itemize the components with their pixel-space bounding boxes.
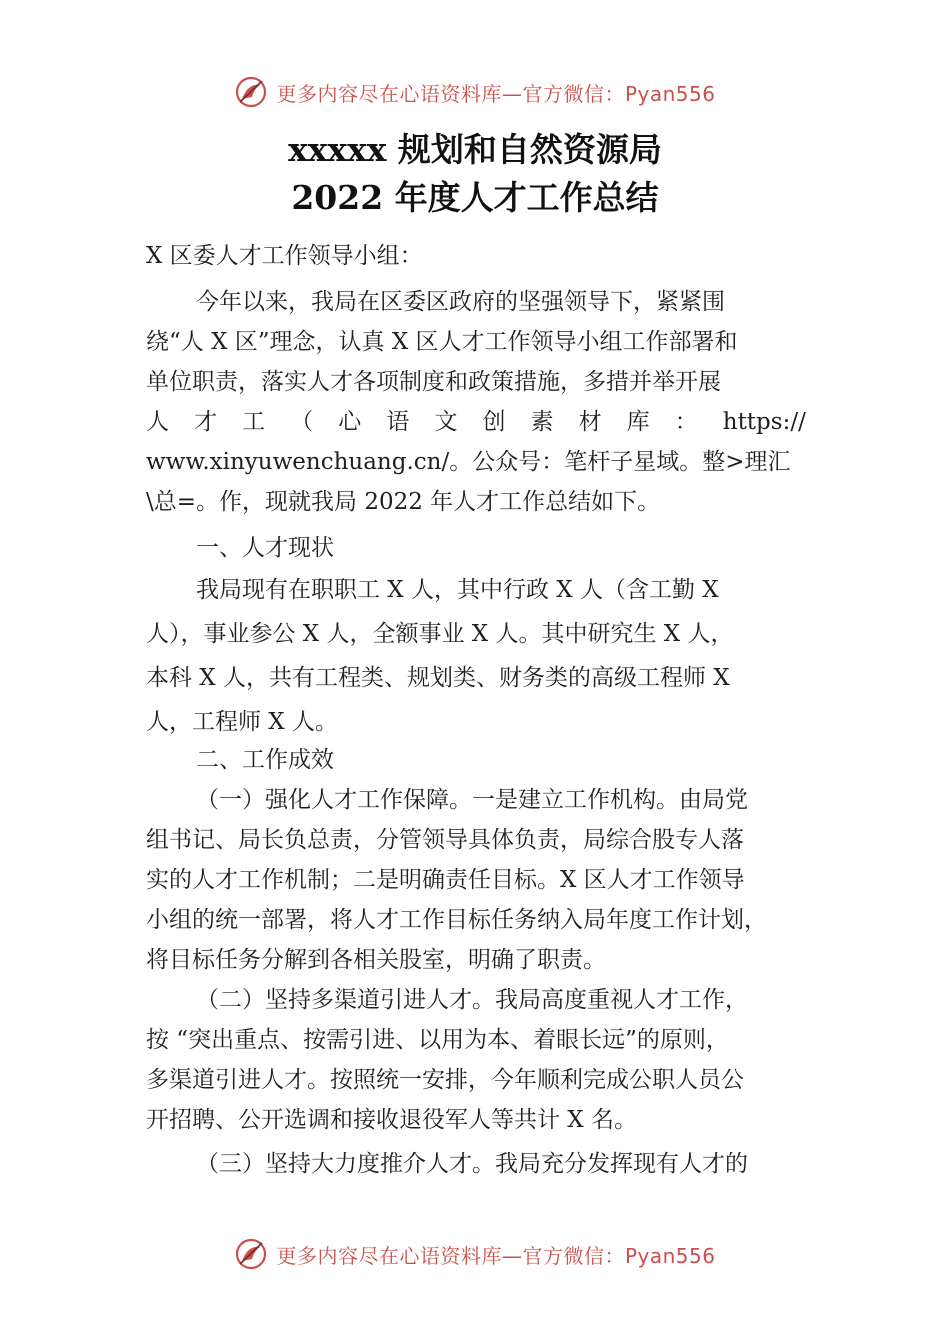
spaced-char: 素 (530, 409, 554, 435)
spaced-char: 心 (338, 409, 362, 435)
watermark-text: 更多内容尽在心语资料库—官方微信：Pyan556 (276, 1243, 716, 1268)
header-watermark (0, 70, 950, 114)
section1-line-3: 本科 X 人，共有工程类、规划类、财务类的高级工程师 X (146, 665, 730, 691)
item3-line-1: （三）坚持大力度推介人才。我局充分发挥现有人才的 (196, 1151, 748, 1177)
section-heading-1: 一、人才现状 (196, 535, 334, 561)
brand-logo-icon (234, 75, 268, 109)
item1-line-2: 组书记、局长负总责，分管领导具体负责，局综合股专人落 (146, 827, 744, 853)
spaced-char: （ (290, 409, 314, 435)
item1-line-1: （一）强化人才工作保障。一是建立工作机构。由局党 (196, 787, 748, 813)
item2-line-4: 开招聘、公开选调和接收退役军人等共计 X 名。 (146, 1107, 637, 1133)
intro-line-3: 单位职责，落实人才各项制度和政策措施，多措并举开展 (146, 369, 721, 395)
footer-watermark (0, 1232, 950, 1276)
spaced-char: 创 (482, 409, 506, 435)
spaced-char: 语 (386, 409, 410, 435)
spaced-char: ： (674, 409, 698, 435)
intro-line-1: 今年以来，我局在区委区政府的坚强领导下，紧紧围 (196, 289, 725, 315)
spaced-char: 文 (434, 409, 458, 435)
item1-line-3: 实的人才工作机制；二是明确责任目标。X 区人才工作领导 (146, 867, 745, 893)
item2-line-3: 多渠道引进人才。按照统一安排，今年顺利完成公职人员公 (146, 1067, 744, 1093)
watermark-text: 更多内容尽在心语资料库—官方微信：Pyan556 (276, 81, 716, 106)
spaced-char: 库 (626, 409, 650, 435)
section1-line-4: 人，工程师 X 人。 (146, 709, 338, 735)
salutation: X 区委人才工作领导小组： (146, 243, 423, 269)
item1-line-4: 小组的统一部署，将人才工作目标任务纳入局年度工作计划， (146, 907, 767, 933)
item2-line-1: （二）坚持多渠道引进人才。我局高度重视人才工作， (196, 987, 748, 1013)
section1-line-2: 人），事业参公 X 人，全额事业 X 人。其中研究生 X 人， (146, 621, 734, 647)
item2-line-2: 按 “突出重点、按需引进、以用为本、着眼长远”的原则， (146, 1027, 729, 1053)
intro-line-6: \总=。作，现就我局 2022 年人才工作总结如下。 (146, 489, 661, 515)
item1-line-5: 将目标任务分解到各相关股室，明确了职责。 (146, 947, 606, 973)
spaced-char: 人 (146, 409, 169, 435)
brand-logo-icon (234, 1237, 268, 1271)
document-title-line-1: xxxxx 规划和自然资源局 (288, 130, 662, 169)
document-title-line-2: 2022 年度人才工作总结 (291, 178, 659, 217)
spaced-char: 才 (194, 409, 218, 435)
intro-line-5: www.xinyuwenchuang.cn/。公众号：笔杆子星域。整>理汇 (146, 449, 791, 475)
spaced-char: 工 (242, 409, 266, 435)
section1-line-1: 我局现有在职职工 X 人，其中行政 X 人（含工勤 X (196, 577, 719, 603)
intro-line-4-spaced (146, 402, 806, 442)
spaced-char: 材 (578, 409, 602, 435)
spaced-url: https:// (722, 409, 806, 435)
intro-line-2: 绕“人 X 区”理念，认真 X 区人才工作领导小组工作部署和 (146, 329, 738, 355)
section-heading-2: 二、工作成效 (196, 747, 334, 773)
